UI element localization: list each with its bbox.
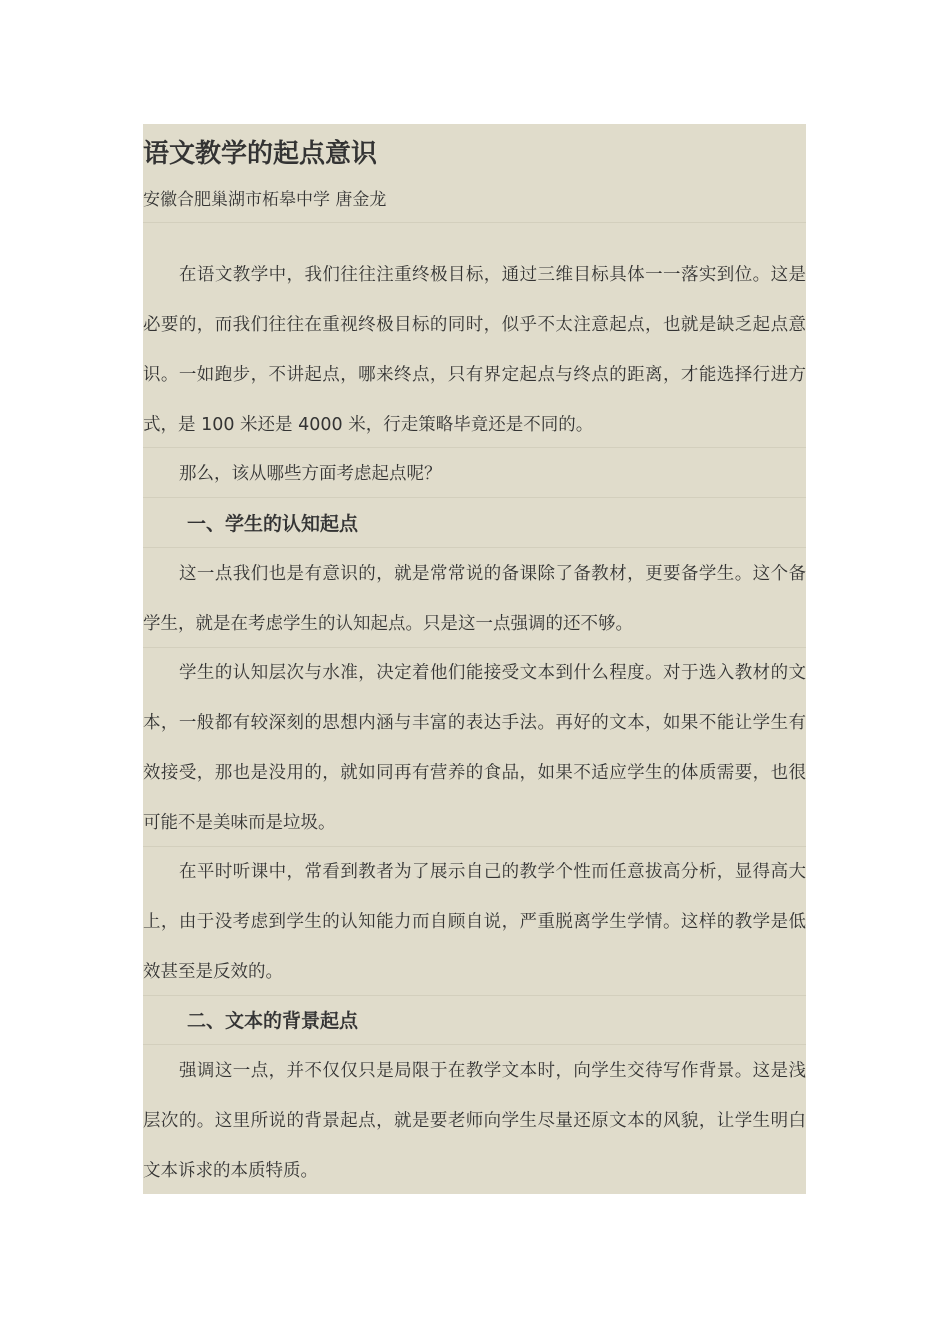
paragraph-section2-a: 强调这一点，并不仅仅只是局限于在教学文本时，向学生交待写作背景。这是浅层次的。这里所说的背景起点，就是要老师向学生尽量还原文本的风貌，让学生明白文本诉求的本质特质。 — [143, 1061, 806, 1181]
section-heading-1: 一、学生的认知起点 — [187, 513, 359, 535]
divider — [143, 547, 806, 548]
paragraph-intro: 在语文教学中，我们往往注重终极目标，通过三维目标具体一一落实到位。这是必要的，而我们往往在重视终极目标的同时，似乎不太注意起点，也就是缺乏起点意识。一如跑步，不讲起点，哪来终点，只有界定起点与终点的距离，才能选择行进方式，是 100 米还是 4000 米，行走策略毕竟还是不同的。 — [143, 265, 806, 435]
paragraph-section1-a: 这一点我们也是有意识的，就是常常说的备课除了备教材，更要备学生。这个备学生，就是在考虑学生的认知起点。只是这一点强调的还不够。 — [143, 564, 806, 634]
divider — [143, 447, 806, 448]
paragraph-question: 那么，该从哪些方面考虑起点呢？ — [179, 464, 442, 484]
article-title: 语文教学的起点意识 — [143, 139, 378, 169]
divider — [143, 497, 806, 498]
divider — [143, 1044, 806, 1045]
paragraph-section1-b: 学生的认知层次与水准，决定着他们能接受文本到什么程度。对于选入教材的文本，一般都有较深刻的思想内涵与丰富的表达手法。再好的文本，如果不能让学生有效接受，那也是没用的，就如同再有营养的食品，如果不适应学生的体质需要，也很可能不是美味而是垃圾。 — [143, 663, 806, 833]
divider — [143, 222, 806, 223]
article-body — [143, 124, 806, 1194]
paragraph-section1-c: 在平时听课中，常看到教者为了展示自己的教学个性而任意拔高分析，显得高大上，由于没考虑到学生的认知能力而自顾自说，严重脱离学生学情。这样的教学是低效甚至是反效的。 — [143, 862, 806, 982]
section-heading-2: 二、文本的背景起点 — [187, 1010, 359, 1032]
article-author: 安徽合肥巢湖市柘皋中学 唐金龙 — [143, 190, 387, 210]
